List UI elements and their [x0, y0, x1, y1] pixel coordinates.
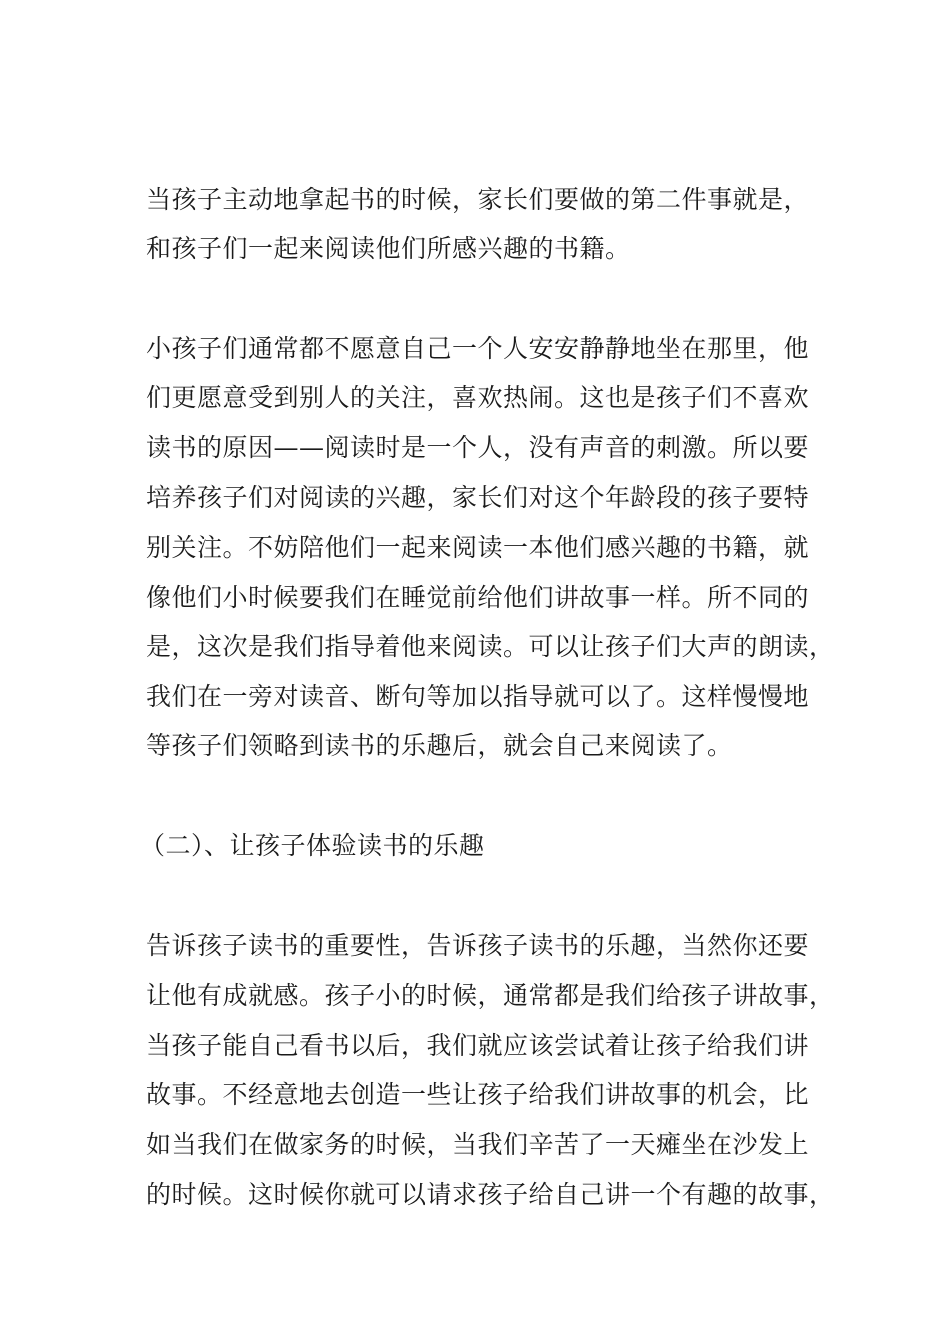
paragraph-2-line-5: 别关注。不妨陪他们一起来阅读一本他们感兴趣的书籍，就: [146, 533, 810, 562]
paragraph-4-line-5: 如当我们在做家务的时候，当我们辛苦了一天瘫坐在沙发上: [146, 1130, 810, 1159]
paragraph-2-line-6: 像他们小时候要我们在睡觉前给他们讲故事一样。所不同的: [146, 583, 810, 612]
paragraph-2-line-7: 是，这次是我们指导着他来阅读。可以让孩子们大声的朗读，: [146, 632, 835, 661]
paragraph-4-line-3: 当孩子能自己看书以后，我们就应该尝试着让孩子给我们讲: [146, 1031, 810, 1060]
paragraph-4-line-2: 让他有成就感。孩子小的时候，通常都是我们给孩子讲故事，: [146, 981, 835, 1010]
paragraph-1-line-2: 和孩子们一起来阅读他们所感兴趣的书籍。: [146, 234, 631, 263]
paragraph-1-line-1: 当孩子主动地拿起书的时候，家长们要做的第二件事就是，: [146, 185, 810, 214]
paragraph-2-line-8: 我们在一旁对读音、断句等加以指导就可以了。这样慢慢地: [146, 682, 810, 711]
section-heading: （二）、让孩子体验读书的乐趣: [140, 831, 485, 860]
paragraph-2-line-2: 们更愿意受到别人的关注，喜欢热闹。这也是孩子们不喜欢: [146, 383, 810, 412]
paragraph-2-line-3: 读书的原因——阅读时是一个人，没有声音的刺激。所以要: [146, 433, 810, 462]
paragraph-2-line-1: 小孩子们通常都不愿意自己一个人安安静静地坐在那里，他: [146, 334, 810, 363]
paragraph-4-line-1: 告诉孩子读书的重要性，告诉孩子读书的乐趣，当然你还要: [146, 931, 810, 960]
paragraph-2-line-4: 培养孩子们对阅读的兴趣，家长们对这个年龄段的孩子要特: [146, 483, 810, 512]
paragraph-2-line-9: 等孩子们领略到读书的乐趣后，就会自己来阅读了。: [146, 731, 733, 760]
paragraph-4-line-4: 故事。不经意地去创造一些让孩子给我们讲故事的机会，比: [146, 1080, 810, 1109]
paragraph-4-line-6: 的时候。这时候你就可以请求孩子给自己讲一个有趣的故事，: [146, 1180, 835, 1209]
